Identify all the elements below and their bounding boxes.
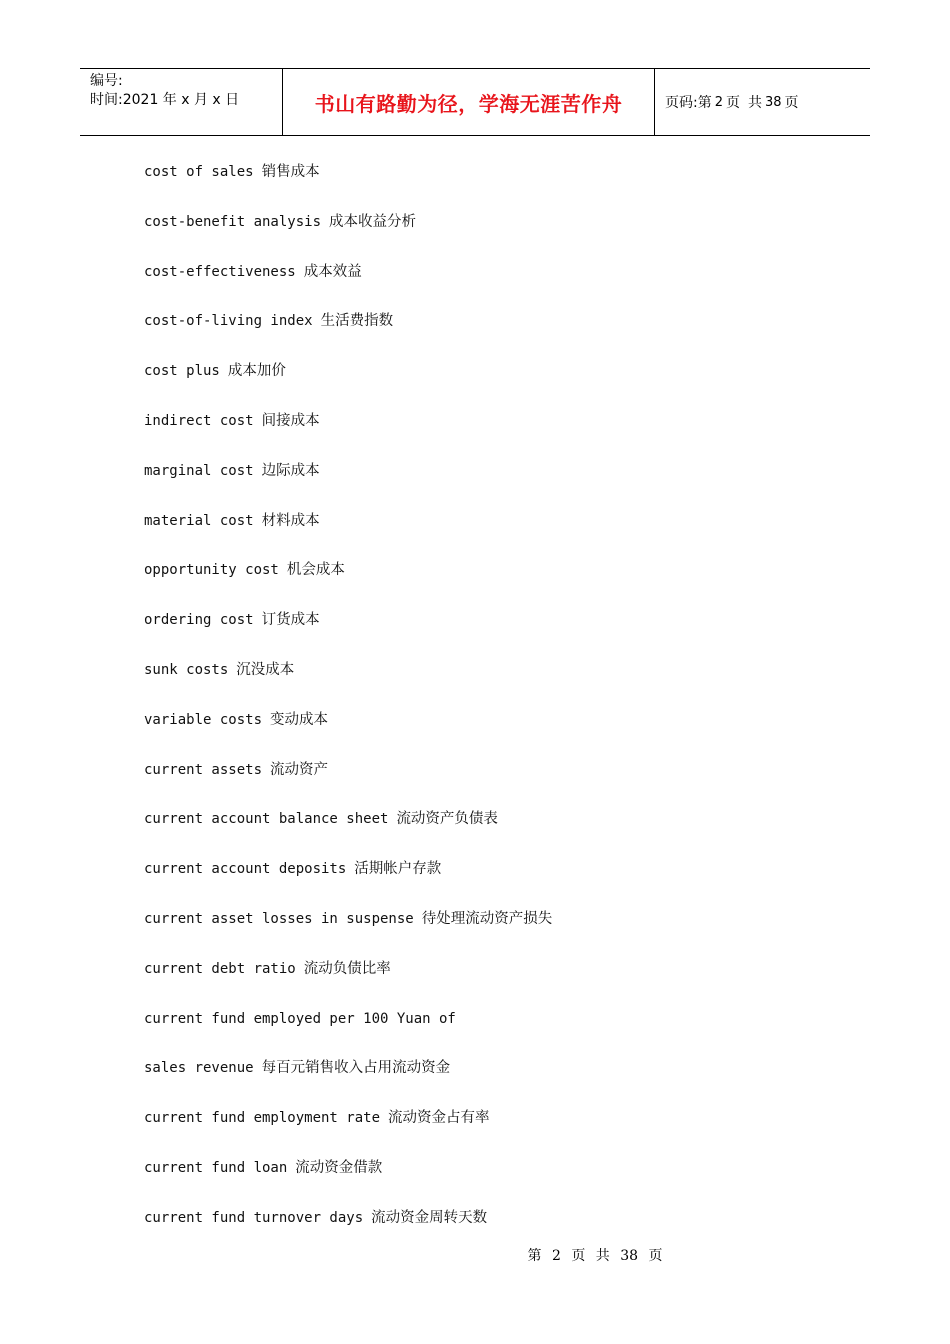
term-english: cost-effectiveness bbox=[144, 263, 296, 280]
term-chinese: 边际成本 bbox=[261, 462, 320, 479]
term-chinese: 生活费指数 bbox=[320, 313, 394, 330]
term-chinese: 销售成本 bbox=[261, 164, 320, 180]
list-item bbox=[144, 1106, 552, 1156]
list-item bbox=[144, 558, 552, 608]
term-english: current assets bbox=[144, 761, 263, 778]
time-row bbox=[90, 91, 282, 110]
page-total: 38 bbox=[765, 94, 782, 110]
term-english: cost-benefit analysis bbox=[144, 213, 322, 230]
list-item bbox=[144, 210, 552, 260]
list-item bbox=[144, 359, 552, 409]
list-item bbox=[144, 1056, 552, 1106]
term-chinese: 材料成本 bbox=[261, 512, 320, 529]
term-english: current debt ratio bbox=[144, 960, 296, 977]
term-chinese: 流动资金占有率 bbox=[388, 1110, 490, 1127]
term-english: current fund employment rate bbox=[144, 1110, 381, 1127]
total-prefix: 共 bbox=[748, 95, 762, 111]
term-english: sunk costs bbox=[144, 661, 229, 678]
footer-total: 38 bbox=[620, 1248, 639, 1264]
list-item bbox=[144, 1156, 552, 1206]
term-english: cost of sales bbox=[144, 164, 254, 180]
term-chinese: 成本加价 bbox=[227, 363, 286, 380]
term-english: ordering cost bbox=[144, 612, 254, 629]
term-english: current fund employed per 100 Yuan of bbox=[144, 1010, 456, 1027]
term-chinese: 每百元销售收入占用流动资金 bbox=[261, 1060, 451, 1077]
list-item bbox=[144, 608, 552, 658]
list-item bbox=[144, 957, 552, 1007]
page-mid: 页 bbox=[726, 95, 740, 111]
term-english: variable costs bbox=[144, 711, 263, 728]
list-item bbox=[144, 708, 552, 758]
term-chinese: 机会成本 bbox=[286, 562, 345, 579]
page-label: 页码: bbox=[665, 95, 698, 111]
term-english: cost plus bbox=[144, 363, 220, 380]
term-english: material cost bbox=[144, 512, 254, 529]
list-item bbox=[144, 1007, 552, 1057]
time-label: 时间: bbox=[90, 92, 123, 108]
term-chinese: 流动资金借款 bbox=[295, 1159, 383, 1176]
footer-suffix: 页 bbox=[648, 1248, 663, 1264]
term-chinese: 流动负债比率 bbox=[303, 960, 391, 977]
page-prefix: 第 bbox=[697, 95, 712, 111]
term-chinese: 变动成本 bbox=[270, 711, 329, 728]
footer-total-prefix: 共 bbox=[595, 1248, 610, 1264]
list-item bbox=[144, 907, 552, 957]
term-chinese: 流动资金周转天数 bbox=[371, 1209, 488, 1226]
number-label: 编号: bbox=[90, 73, 123, 89]
term-chinese: 成本效益 bbox=[303, 263, 362, 280]
header-motto: 书山有路勤为径，学海无涯苦作舟 bbox=[282, 69, 655, 135]
term-chinese: 待处理流动资产损失 bbox=[421, 910, 553, 927]
term-chinese: 间接成本 bbox=[261, 412, 320, 429]
term-english: current asset losses in suspense bbox=[144, 910, 414, 927]
list-item bbox=[144, 309, 552, 359]
term-english: indirect cost bbox=[144, 412, 254, 429]
header-meta bbox=[80, 69, 282, 135]
term-chinese: 流动资产 bbox=[270, 761, 329, 778]
term-chinese: 流动资产负债表 bbox=[396, 811, 498, 828]
list-item bbox=[144, 758, 552, 808]
term-english: sales revenue bbox=[144, 1060, 254, 1077]
term-english: current account deposits bbox=[144, 861, 347, 878]
page-footer bbox=[0, 1245, 950, 1265]
list-item bbox=[144, 807, 552, 857]
term-english: current fund turnover days bbox=[144, 1209, 364, 1226]
term-english: opportunity cost bbox=[144, 562, 279, 579]
list-item bbox=[144, 857, 552, 907]
footer-prefix: 第 bbox=[527, 1248, 542, 1264]
page-current: 2 bbox=[714, 94, 723, 110]
glossary-list bbox=[144, 160, 552, 1256]
footer-current: 2 bbox=[551, 1248, 561, 1264]
list-item bbox=[144, 409, 552, 459]
term-english: cost-of-living index bbox=[144, 313, 313, 330]
page-header bbox=[80, 68, 870, 136]
term-chinese: 活期帐户存款 bbox=[354, 861, 442, 878]
term-english: current fund loan bbox=[144, 1159, 288, 1176]
list-item bbox=[144, 260, 552, 310]
footer-mid: 页 bbox=[571, 1248, 586, 1264]
list-item bbox=[144, 658, 552, 708]
list-item bbox=[144, 160, 552, 210]
term-chinese: 订货成本 bbox=[261, 612, 320, 629]
term-english: marginal cost bbox=[144, 462, 254, 479]
list-item bbox=[144, 509, 552, 559]
header-page-info bbox=[655, 69, 870, 135]
term-chinese: 成本收益分析 bbox=[329, 213, 417, 230]
total-suffix: 页 bbox=[784, 95, 799, 111]
list-item bbox=[144, 459, 552, 509]
term-english: current account balance sheet bbox=[144, 811, 389, 828]
term-chinese: 沉没成本 bbox=[236, 661, 295, 678]
time-value: 2021 年 x 月 x 日 bbox=[122, 92, 240, 108]
